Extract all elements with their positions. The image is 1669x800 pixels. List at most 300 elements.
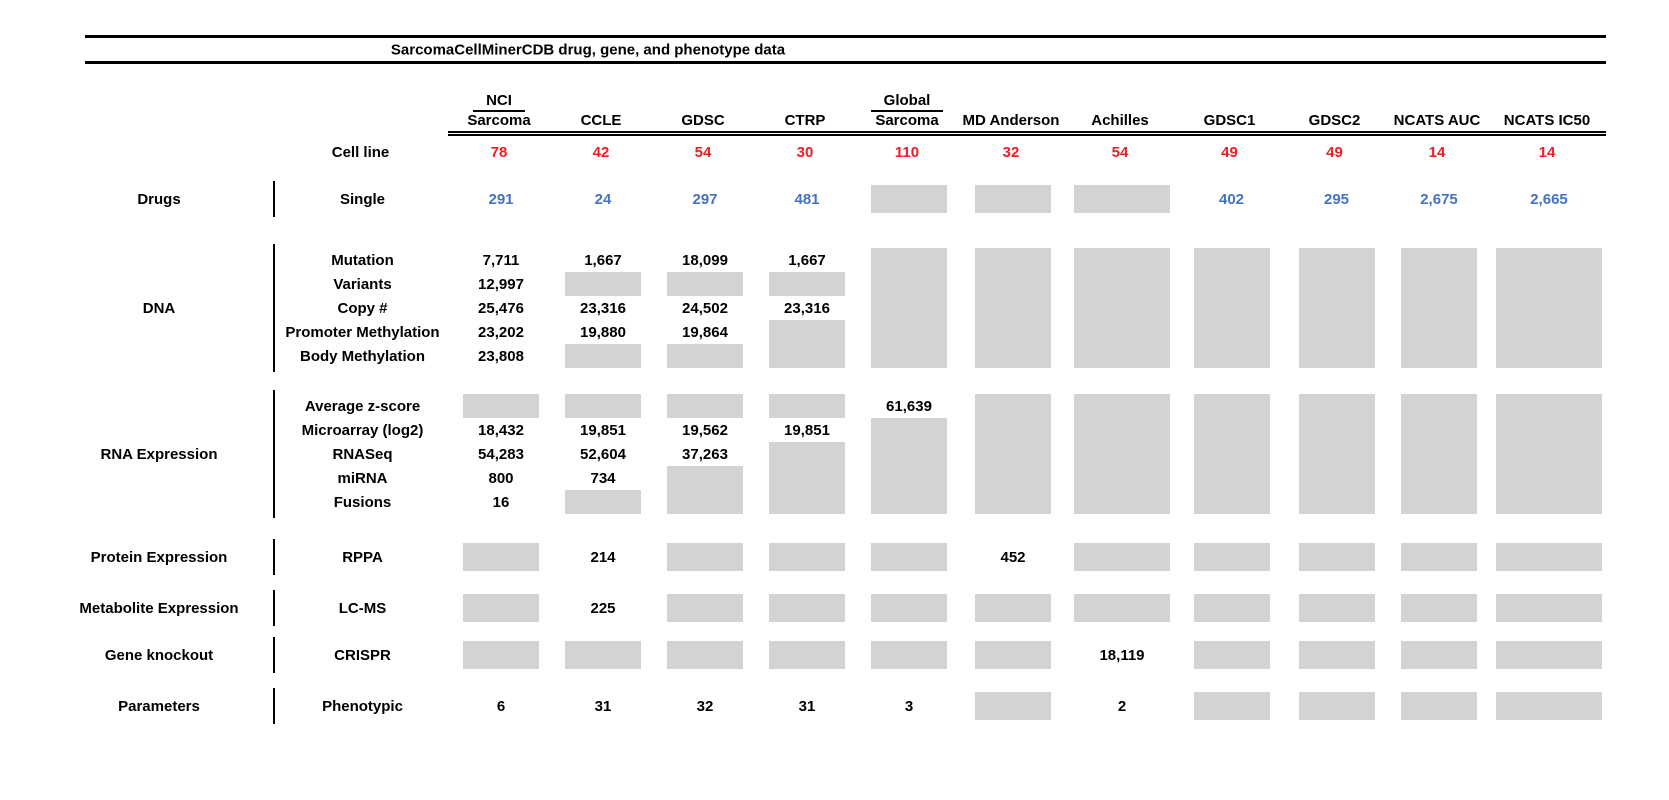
data-cell: 18,119 (1099, 646, 1145, 664)
no-data-box (1194, 641, 1270, 669)
data-cell (960, 394, 1066, 418)
data-cell: 23,202 (478, 323, 524, 341)
no-data-box (667, 594, 743, 622)
table-row-single (275, 185, 1669, 213)
no-data-box (463, 594, 539, 622)
data-cell: 402 (1218, 190, 1245, 208)
no-data-box (975, 594, 1051, 622)
section-rows (273, 181, 1669, 217)
data-cell: 12,997 (478, 275, 524, 293)
data-cell (960, 641, 1066, 669)
data-cell (1285, 490, 1388, 514)
data-cell (1388, 594, 1490, 622)
no-data-box (871, 248, 947, 272)
no-data-box (871, 418, 947, 442)
column-header-global-sarcoma (856, 112, 958, 136)
data-cell: 52,604 (580, 445, 626, 463)
cell-line-count: 32 (1002, 143, 1020, 161)
spacer (273, 112, 448, 136)
data-cell (1178, 394, 1285, 418)
data-cell (1490, 543, 1608, 571)
data-cell (1388, 466, 1490, 490)
data-cell (756, 594, 858, 622)
no-data-box (463, 394, 539, 418)
column-header-label: GDSC1 (1203, 112, 1256, 129)
no-data-box (871, 466, 947, 490)
no-data-box (565, 394, 641, 418)
no-data-box (667, 344, 743, 368)
data-cell (1285, 272, 1388, 296)
no-data-box (565, 490, 641, 514)
data-cell: 2 (1117, 697, 1127, 715)
column-header-label: NCATS IC50 (1503, 112, 1591, 129)
data-cell: 225 (590, 599, 616, 617)
column-header-ncats-auc (1386, 112, 1488, 136)
data-cell (960, 490, 1066, 514)
no-data-box (1401, 490, 1477, 514)
data-cell (1066, 394, 1178, 418)
no-data-box (769, 641, 845, 669)
row-label: RPPA (342, 548, 383, 566)
no-data-box (1401, 344, 1477, 368)
no-data-box (1401, 442, 1477, 466)
data-cell (960, 185, 1066, 213)
data-cell (1285, 394, 1388, 418)
data-cell (1178, 418, 1285, 442)
data-cell: 23,316 (580, 299, 626, 317)
data-cell: 297 (692, 190, 718, 208)
title-band (85, 38, 1606, 61)
data-cell (1285, 296, 1388, 320)
data-cell: 295 (1323, 190, 1350, 208)
no-data-box (769, 490, 845, 514)
data-cell (1066, 344, 1178, 368)
data-cell (654, 344, 756, 368)
data-cell (960, 692, 1066, 720)
data-cell (1066, 320, 1178, 344)
no-data-box (975, 490, 1051, 514)
data-cell (1178, 442, 1285, 466)
data-cell (1066, 543, 1178, 571)
no-data-box (1496, 418, 1602, 442)
figure-title: SarcomaCellMinerCDB drug, gene, and phenotype data (390, 41, 786, 58)
data-cell (450, 394, 552, 418)
data-cell: 452 (1000, 548, 1026, 566)
table-row-phenotypic (275, 692, 1669, 720)
data-cell: 37,263 (682, 445, 728, 463)
row-label: Mutation (331, 251, 394, 269)
cell-line-count: 78 (490, 143, 508, 161)
no-data-box (667, 466, 743, 490)
data-cell (1490, 490, 1608, 514)
data-cell (1178, 344, 1285, 368)
no-data-box (667, 272, 743, 296)
data-cell: 2,675 (1420, 190, 1458, 208)
data-cell (960, 466, 1066, 490)
data-cell (654, 394, 756, 418)
no-data-box (1074, 320, 1170, 344)
data-cell (1490, 248, 1608, 272)
data-cell: 31 (798, 697, 816, 715)
no-data-box (1496, 344, 1602, 368)
data-cell (756, 344, 858, 368)
data-cell: 24 (594, 190, 612, 208)
no-data-box (1074, 272, 1170, 296)
data-cell (1178, 490, 1285, 514)
data-cell (756, 543, 858, 571)
no-data-box (871, 442, 947, 466)
data-cell: 7,711 (482, 251, 520, 269)
data-cell (1285, 466, 1388, 490)
table-row-microarray-log2 (275, 418, 1669, 442)
no-data-box (1194, 490, 1270, 514)
cell-line-count: 14 (1538, 143, 1556, 161)
no-data-box (769, 466, 845, 490)
row-label: CRISPR (334, 646, 391, 664)
no-data-box (1194, 442, 1270, 466)
data-cell: 19,562 (682, 421, 728, 439)
data-cell (1285, 320, 1388, 344)
data-cell: 1,667 (788, 251, 826, 269)
data-cell (552, 641, 654, 669)
no-data-box (1074, 594, 1170, 622)
data-cell (858, 418, 960, 442)
spacer (0, 112, 273, 136)
column-group-label: Global (871, 92, 944, 112)
data-cell (960, 442, 1066, 466)
data-cell: 32 (696, 697, 714, 715)
data-cell (654, 272, 756, 296)
section-label: RNA Expression (100, 445, 218, 463)
data-cell (1066, 296, 1178, 320)
section-rows (273, 590, 1669, 626)
column-header-nci-sarcoma (448, 112, 550, 136)
no-data-box (975, 320, 1051, 344)
no-data-box (769, 394, 845, 418)
data-cell (654, 490, 756, 514)
data-cell (960, 296, 1066, 320)
no-data-box (1299, 418, 1375, 442)
cell-line-count: 42 (592, 143, 610, 161)
cell-line-count: 54 (694, 143, 712, 161)
data-cell (1285, 692, 1388, 720)
no-data-box (1194, 543, 1270, 571)
column-header-label: GDSC2 (1308, 112, 1361, 129)
data-cell (1285, 344, 1388, 368)
no-data-box (1194, 344, 1270, 368)
no-data-box (1401, 248, 1477, 272)
no-data-box (1194, 296, 1270, 320)
no-data-box (1299, 344, 1375, 368)
data-cell (756, 466, 858, 490)
row-label: Phenotypic (322, 697, 403, 715)
no-data-box (565, 344, 641, 368)
no-data-box (1299, 543, 1375, 571)
no-data-box (1299, 272, 1375, 296)
no-data-box (769, 442, 845, 466)
data-cell (1285, 594, 1388, 622)
data-cell: 19,864 (682, 323, 728, 341)
data-cell (1388, 418, 1490, 442)
data-cell: 54,283 (478, 445, 524, 463)
data-cell (858, 641, 960, 669)
no-data-box (1194, 320, 1270, 344)
data-cell: 23,316 (784, 299, 830, 317)
data-cell (858, 442, 960, 466)
section-label: Protein Expression (90, 548, 228, 566)
row-label: Fusions (333, 493, 392, 511)
data-cell (1388, 543, 1490, 571)
data-cell (858, 320, 960, 344)
no-data-box (975, 692, 1051, 720)
data-cell (756, 490, 858, 514)
row-label: Copy # (337, 299, 388, 317)
section-rna-expression (0, 390, 1669, 518)
no-data-box (565, 641, 641, 669)
no-data-box (871, 543, 947, 571)
no-data-box (1299, 466, 1375, 490)
data-cell (654, 466, 756, 490)
section-gene-knockout (0, 637, 1669, 673)
data-cell (552, 394, 654, 418)
no-data-box (975, 344, 1051, 368)
column-header-gdsc2 (1283, 112, 1386, 136)
data-cell (756, 442, 858, 466)
no-data-box (1401, 641, 1477, 669)
data-cell (1490, 692, 1608, 720)
no-data-box (1299, 594, 1375, 622)
data-cell (1490, 394, 1608, 418)
no-data-box (1074, 248, 1170, 272)
no-data-box (1496, 594, 1602, 622)
data-cell (1388, 296, 1490, 320)
section-protein-expression (0, 539, 1669, 575)
row-label: Single (339, 190, 385, 208)
no-data-box (1496, 692, 1602, 720)
data-cell (1066, 594, 1178, 622)
cell-line-count: 49 (1221, 143, 1238, 161)
column-header-label: Sarcoma (875, 112, 939, 129)
data-cell: 2,665 (1530, 190, 1568, 208)
data-cell (450, 594, 552, 622)
data-cell (858, 490, 960, 514)
no-data-box (769, 543, 845, 571)
data-cell (654, 543, 756, 571)
no-data-box (1401, 394, 1477, 418)
data-cell (1388, 248, 1490, 272)
table-row-fusions (275, 490, 1669, 514)
data-cell (1388, 490, 1490, 514)
data-cell (654, 641, 756, 669)
data-cell (1388, 442, 1490, 466)
data-cell: 3 (904, 697, 914, 715)
no-data-box (667, 641, 743, 669)
column-header-label: MD Anderson (962, 112, 1060, 129)
row-label: Average z-score (304, 397, 421, 415)
no-data-box (1194, 692, 1270, 720)
no-data-box (1299, 296, 1375, 320)
no-data-box (1299, 394, 1375, 418)
section-rows (273, 390, 1669, 518)
data-cell (1178, 248, 1285, 272)
cell-line-count: 30 (796, 143, 814, 161)
no-data-box (871, 344, 947, 368)
table-row-rnaseq (275, 442, 1669, 466)
no-data-box (1496, 490, 1602, 514)
table-row-mirna (275, 466, 1669, 490)
column-group-global (856, 92, 958, 112)
data-cell (1490, 594, 1608, 622)
no-data-box (1401, 594, 1477, 622)
column-header-label: CCLE (580, 112, 622, 129)
data-cell (858, 543, 960, 571)
column-header-label: GDSC (681, 112, 725, 129)
no-data-box (1194, 248, 1270, 272)
section-rows (273, 688, 1669, 724)
no-data-box (975, 418, 1051, 442)
column-header-label: NCATS AUC (1393, 112, 1481, 129)
no-data-box (769, 344, 845, 368)
header-name-row (0, 112, 1669, 136)
data-cell (1066, 442, 1178, 466)
no-data-box (1299, 320, 1375, 344)
data-cell (1066, 248, 1178, 272)
column-header-ncats-ic50 (1488, 112, 1606, 136)
header-group-row (0, 90, 1669, 112)
no-data-box (769, 320, 845, 344)
data-cell (1285, 418, 1388, 442)
data-cell (756, 394, 858, 418)
data-cell (1178, 320, 1285, 344)
data-cell: 31 (594, 697, 612, 715)
data-cell (960, 344, 1066, 368)
table-row-crispr (275, 641, 1669, 669)
no-data-box (975, 442, 1051, 466)
no-data-box (1074, 442, 1170, 466)
no-data-box (871, 296, 947, 320)
no-data-box (1401, 296, 1477, 320)
data-cell (756, 320, 858, 344)
column-header-ccle (550, 112, 652, 136)
row-label: Body Methylation (299, 347, 425, 365)
no-data-box (975, 296, 1051, 320)
no-data-box (1194, 272, 1270, 296)
section-label: Parameters (118, 697, 200, 715)
data-cell (1066, 185, 1178, 213)
no-data-box (1299, 442, 1375, 466)
data-cell: 1,667 (584, 251, 622, 269)
data-cell: 61,639 (886, 397, 932, 415)
data-cell (1490, 442, 1608, 466)
data-cell (960, 320, 1066, 344)
no-data-box (975, 641, 1051, 669)
data-cell: 800 (488, 469, 514, 487)
no-data-box (975, 272, 1051, 296)
no-data-box (667, 394, 743, 418)
section-label: Metabolite Expression (79, 599, 239, 617)
data-cell (858, 185, 960, 213)
column-header-ctrp (754, 112, 856, 136)
no-data-box (1299, 248, 1375, 272)
no-data-box (1194, 394, 1270, 418)
section-rows (273, 244, 1669, 372)
data-cell (1388, 692, 1490, 720)
no-data-box (1299, 490, 1375, 514)
table-row-mutation (275, 248, 1669, 272)
data-cell (1285, 442, 1388, 466)
cell-line-count: 54 (1111, 143, 1129, 161)
data-cell (858, 594, 960, 622)
cell-line-count: 14 (1428, 143, 1446, 161)
data-cell: 24,502 (682, 299, 728, 317)
data-cell: 214 (590, 548, 616, 566)
cell-line-row (0, 139, 1669, 165)
no-data-box (1074, 543, 1170, 571)
data-cell: 18,099 (682, 251, 728, 269)
no-data-box (1074, 185, 1170, 213)
data-cell (654, 594, 756, 622)
no-data-box (769, 594, 845, 622)
data-cell (1178, 466, 1285, 490)
no-data-box (975, 185, 1051, 213)
no-data-box (1074, 418, 1170, 442)
row-label: Variants (333, 275, 392, 293)
section-rows (273, 637, 1669, 673)
data-cell (1066, 272, 1178, 296)
column-header-gdsc (652, 112, 754, 136)
data-cell (1066, 418, 1178, 442)
data-cell (960, 594, 1066, 622)
no-data-box (871, 185, 947, 213)
no-data-box (1074, 490, 1170, 514)
no-data-box (1299, 641, 1375, 669)
data-cell (858, 344, 960, 368)
column-header-label: CTRP (784, 112, 826, 129)
data-cell (1178, 594, 1285, 622)
data-cell (1285, 641, 1388, 669)
data-cell (858, 272, 960, 296)
no-data-box (1194, 466, 1270, 490)
data-cell (1490, 641, 1608, 669)
no-data-box (1496, 394, 1602, 418)
table-row-variants (275, 272, 1669, 296)
table-row-body-methylation (275, 344, 1669, 368)
no-data-box (1194, 418, 1270, 442)
no-data-box (667, 490, 743, 514)
data-cell (450, 641, 552, 669)
no-data-box (1496, 543, 1602, 571)
data-cell (1285, 248, 1388, 272)
no-data-box (871, 490, 947, 514)
no-data-box (1496, 466, 1602, 490)
data-cell: 23,808 (478, 347, 524, 365)
no-data-box (1496, 248, 1602, 272)
table-row-rppa (275, 543, 1669, 571)
row-label: Promoter Methylation (285, 323, 440, 341)
column-header-md-anderson (958, 112, 1064, 136)
section-rows (273, 539, 1669, 575)
no-data-box (463, 543, 539, 571)
no-data-box (1401, 466, 1477, 490)
section-dna (0, 244, 1669, 372)
data-cell (960, 272, 1066, 296)
data-cell (552, 344, 654, 368)
data-cell: 18,432 (478, 421, 524, 439)
no-data-box (1401, 418, 1477, 442)
data-cell (1490, 272, 1608, 296)
data-cell (1388, 320, 1490, 344)
no-data-box (1299, 692, 1375, 720)
